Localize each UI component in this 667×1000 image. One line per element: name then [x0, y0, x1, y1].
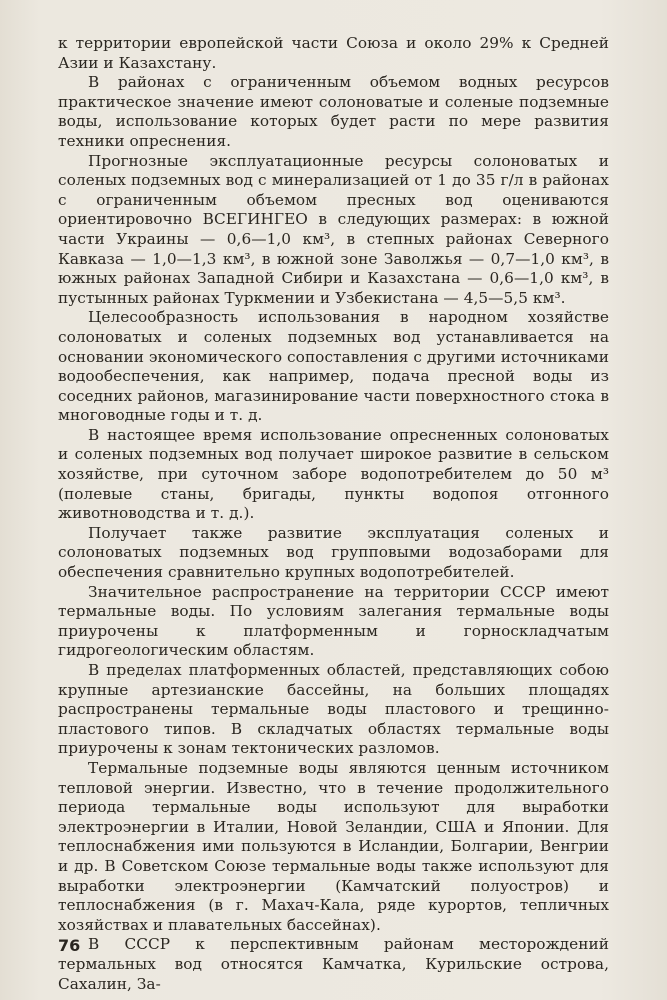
paragraph-5: В настоящее время использование опресненных солоноватых и соленых подземных вод получает широкое развитие в сельском хозяйстве, при суточном заборе водопотребителем до 50 м³ (полевые станы, бригады, пункты водопоя отгонного животноводства и т. д.).: [58, 425, 609, 523]
page-number: 76: [58, 936, 81, 955]
paragraph-1: к территории европейской части Союза и около 29% к Средней Азии и Казахстану.: [58, 34, 609, 72]
paragraph-4: Целесообразность использования в народном хозяйстве солоноватых и соленых подземных вод устанавливается на основании экономического сопоставления с другими источниками водообеспечения, как например, подача пресной воды из соседних районов, магазинирование части поверхностного стока в многоводные годы и т. д.: [58, 308, 609, 425]
paragraph-8: В пределах платформенных областей, представляющих собою крупные артезианские бассейны, на больших площадях распространены термальные воды пластового и трещинно-пластового типов. В складчатых областях термальные воды приурочены к зонам тектонических разломов.: [58, 661, 609, 758]
paragraph-7: Значительное распространение на территории СССР имеют термальные воды. По условиям залегания термальные воды приурочены к платформенным и горноскладчатым гидрогеологическим областям.: [58, 582, 609, 660]
paragraph-9: Термальные подземные воды являются ценным источником тепловой энергии. Известно, что в течение продолжительного периода термальные воды используют для выработки электроэнергии в Италии, Новой Зеландии, США и Японии. Для теплоснабжения ими пользуются в Исландии, Болгарии, Венгрии и др. В Советском Союзе термальные воды также используют для выработки электроэнергии (Камчатский полуостров) и теплоснабжения (в г. Махач-Кала, ряде курортов, тепличных хозяйствах и плавательных бассейнах).: [58, 758, 609, 934]
paragraph-10: В СССР к перспективным районам месторождений термальных вод относятся Камчатка, Курильские острова, Сахалин, За-: [58, 935, 609, 993]
body-text: [58, 34, 609, 994]
paragraph-6: Получает также развитие эксплуатация соленых и солоноватых подземных вод групповыми водозаборами для обеспечения сравнительно крупных водопотребителей.: [58, 523, 609, 582]
paragraph-2: В районах с ограниченным объемом водных ресурсов практическое значение имеют солоноватые и соленые подземные воды, использование которых будет расти по мере развития техники опреснения.: [58, 73, 609, 150]
paragraph-3: Прогнозные эксплуатационные ресурсы солоноватых и соленых подземных вод с минерализацией от 1 до 35 г/л в районах с ограниченным объемом пресных вод оцениваются ориентировочно ВСЕГИНГЕО в следующих размерах: в южной части Украины — 0,6—1,0 км³, в степных районах Северного Кавказа — 1,0—1,3 км³, в южной зоне Заволжья — 0,7—1,0 км³, в южных районах Западной Сибири и Казахстана — 0,6—1,0 км³, в пустынных районах Туркмении и Узбекистана — 4,5—5,5 км³.: [58, 151, 609, 307]
